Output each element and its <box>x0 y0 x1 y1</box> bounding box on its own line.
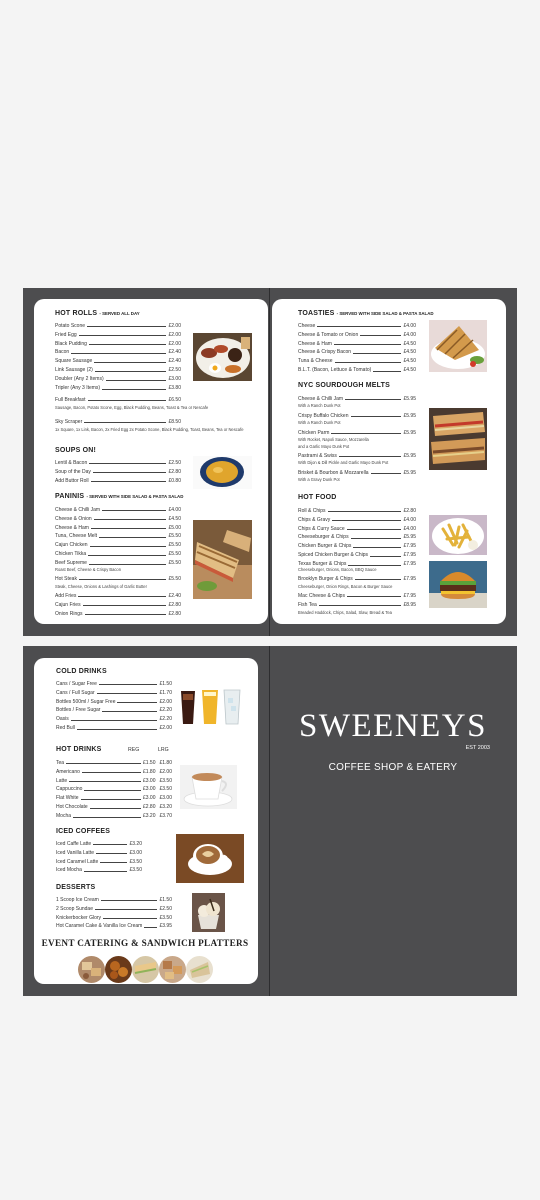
beef-supreme-note: Roast Beef, Cheese & Crispy Bacon <box>55 567 121 572</box>
menu-item-name: Beef Supreme <box>55 560 87 567</box>
menu-item-name: Red Bull <box>56 725 75 732</box>
burger-photo <box>429 561 487 608</box>
menu-item-nyc-parm: Chicken Parm £5.95 <box>298 429 416 436</box>
menu-item-name: Onion Rings <box>55 610 83 617</box>
menu-item-name: Add Buttor Roll <box>55 477 89 484</box>
menu-item-price: £7.95 <box>403 543 416 550</box>
menu-item-hot-roll <box>55 320 181 329</box>
menu-item-price: £3.00 <box>168 376 181 383</box>
sky-scraper-note: 1x Square, 1x Link, Bacon, 2x Fried Egg 2x Potato Scone, Black Pudding, Toast, Beans, Tea or Nescafe <box>55 427 244 432</box>
platter-photo-2 <box>105 956 132 983</box>
menu-item-name: Lentil & Bacon <box>55 459 88 466</box>
menu-item-price-lrg: £3.70 <box>159 813 172 820</box>
menu-item-iced-coffee <box>56 847 142 856</box>
paninis-title: PANINIS - SERVED WITH SIDE SALAD & PASTA SALAD <box>55 493 184 500</box>
menu-item-price: £4.00 <box>403 516 416 523</box>
menu-item-name: Iced Vanilla Latte <box>56 849 94 856</box>
menu-item-cold-drink <box>56 723 172 732</box>
menu-item-name: Cheese & Crispy Bacon <box>298 349 352 356</box>
sourdough-melt-photo <box>429 408 487 470</box>
breakfast-photo <box>193 333 252 381</box>
menu-item-panini <box>55 540 181 549</box>
menu-item-name: Bacon <box>55 349 70 356</box>
menu-item-price: £5.00 <box>168 524 181 531</box>
menu-item-sky-scraper: Sky Scraper £8.50 <box>55 418 181 425</box>
brand-logo: SWEENEYS <box>299 708 487 744</box>
menu-item-toastie <box>298 320 416 329</box>
menu-item-price: £2.80 <box>403 507 416 514</box>
menu-item-name: Cans / Sugar Free <box>56 680 97 687</box>
iced-coffees-title: ICED COFFEES <box>56 828 111 835</box>
menu-item-price: £5.95 <box>403 534 416 541</box>
menu-item-price: £4.00 <box>403 331 416 338</box>
menu-item-name: Flat White <box>56 795 79 802</box>
menu-item-soup <box>55 475 181 484</box>
menu-item-price-lrg: £3.50 <box>159 786 172 793</box>
menu-item-name: Black Pudding <box>55 340 87 347</box>
brooklyn-note: Cheeseburger, Onion Rings, Bacon & Burger Sauce <box>298 584 393 589</box>
menu-item-name: Add Fries <box>55 592 77 599</box>
menu-item-price: £1.50 <box>159 680 172 687</box>
menu-item-hot-food <box>298 514 416 523</box>
menu-item-price: £1.70 <box>159 689 172 696</box>
panini-photo <box>193 520 252 599</box>
menu-item-fish-tea: Fish Tea £8.95 <box>298 601 416 608</box>
nyc-item5-note: With a Gravy Dunk Pot <box>298 477 340 482</box>
menu-item-name: Chips & Gravy <box>298 516 331 523</box>
menu-item-cold-drink <box>56 687 172 696</box>
menu-item-name: Tripler (Any 3 Items) <box>55 385 101 392</box>
hot-food-title: HOT FOOD <box>298 494 337 501</box>
menu-item-name: Cans / Full Sugar <box>56 689 95 696</box>
menu-item-price: £2.40 <box>168 592 181 599</box>
menu-item-panini-extra <box>55 599 181 608</box>
menu-item-name: Spiced Chicken Burger & Chips <box>298 552 369 559</box>
menu-item-hot-drink <box>56 766 172 775</box>
menu-item-dessert <box>56 912 172 921</box>
menu-item-price: £2.20 <box>159 707 172 714</box>
menu-item-nyc-pastrami: Pastrami & Swiss £5.95 <box>298 452 416 459</box>
hot-drink-photo <box>180 765 237 809</box>
menu-item-name: Chips & Curry Sauce <box>298 525 345 532</box>
menu-item-hot-drink <box>56 810 172 819</box>
menu-item-panini <box>55 531 181 540</box>
brand-established: EST 2003 <box>465 745 490 751</box>
menu-item-soup <box>55 466 181 475</box>
menu-item-hot-roll <box>55 347 181 356</box>
menu-item-price: £0.80 <box>168 477 181 484</box>
menu-item-hot-food <box>298 550 416 559</box>
menu-item-hot-drink <box>56 775 172 784</box>
desserts-title: DESSERTS <box>56 884 96 891</box>
menu-item-price: £4.00 <box>403 525 416 532</box>
menu-item-name: Fried Egg <box>55 331 77 338</box>
menu-item-name: Chicken Tikka <box>55 551 87 558</box>
menu-item-name: Soup of the Day <box>55 468 91 475</box>
menu-item-name: Cheese & Onion <box>55 515 92 522</box>
menu-item-price: £5.50 <box>168 542 181 549</box>
menu-item-price-reg: £3.20 <box>142 813 156 820</box>
menu-item-name: B.L.T. (Bacon, Lettuce & Tomato) <box>298 367 372 374</box>
menu-item-name: Tuna & Cheese <box>298 358 333 365</box>
nyc-item1-note: With a Ranch Dunk Pot <box>298 403 341 408</box>
menu-item-price: £2.00 <box>159 698 172 705</box>
platter-photo-5 <box>186 956 213 983</box>
hot-steak-note: Steak, Cheese, Onions & Lashings of Garlic Butter <box>55 584 147 589</box>
menu-item-price: £4.50 <box>403 349 416 356</box>
menu-item-name: 2 Scoop Sundae <box>56 905 93 912</box>
menu-item-name: Bottles / Free Sugar <box>56 707 101 714</box>
menu-item-name: Americano <box>56 768 80 775</box>
menu-item-price-reg: £1.50 <box>142 759 156 766</box>
menu-item-price: £2.80 <box>168 601 181 608</box>
menu-item-hot-roll <box>55 356 181 365</box>
menu-item-name: Doubler (Any 2 Items) <box>55 376 104 383</box>
ice-cream-photo <box>192 893 225 932</box>
menu-item-price-lrg: £3.20 <box>159 804 172 811</box>
menu-item-price: £4.50 <box>168 515 181 522</box>
menu-item-price: £7.95 <box>403 552 416 559</box>
menu-item-name: Cheese & Chilli Jam <box>55 506 101 513</box>
menu-item-price: £2.00 <box>159 725 172 732</box>
menu-item-name: Chicken Burger & Chips <box>298 543 352 550</box>
menu-item-name: Iced Mocha <box>56 867 82 874</box>
nyc-title: NYC SOURDOUGH MELTS <box>298 382 390 389</box>
menu-item-name: Cappuccino <box>56 786 83 793</box>
toastie-photo <box>429 320 487 372</box>
menu-item-price: £2.40 <box>168 349 181 356</box>
platter-photo-1 <box>78 956 105 983</box>
menu-item-iced-coffee <box>56 865 142 874</box>
menu-item-name: Oasis <box>56 716 69 723</box>
menu-item-soup <box>55 457 181 466</box>
menu-item-price: £5.50 <box>168 560 181 567</box>
menu-item-hot-food <box>298 558 416 567</box>
menu-item-price: £4.50 <box>403 340 416 347</box>
nyc-item4-note: With Dijon & Dill Pickle and Garlic Mayo Dunk Pot <box>298 460 389 465</box>
menu-item-price-lrg: £3.50 <box>159 777 172 784</box>
menu-item-panini-extra <box>55 608 181 617</box>
menu-item-iced-coffee <box>56 856 142 865</box>
menu-item-hot-food <box>298 505 416 514</box>
menu-item-price: £2.50 <box>168 459 181 466</box>
menu-spine <box>269 646 270 996</box>
menu-item-brooklyn: Brooklyn Burger & Chips £7.95 <box>298 575 416 582</box>
menu-item-price-lrg: £1.80 <box>159 759 172 766</box>
menu-item-price: £2.80 <box>168 610 181 617</box>
menu-item-name: Iced Caramel Latte <box>56 858 99 865</box>
menu-item-hot-roll <box>55 373 181 382</box>
menu-item-hot-food <box>298 523 416 532</box>
fish-tea-note: Breaded Haddock, Chips, Salad, Slaw, Bread & Tea <box>298 610 392 615</box>
menu-item-price: £3.00 <box>129 849 142 856</box>
menu-item-hot-roll <box>55 338 181 347</box>
menu-item-cold-drink <box>56 696 172 705</box>
menu-item-hot-roll <box>55 365 181 374</box>
menu-item-price: £1.50 <box>159 896 172 903</box>
menu-item-panini <box>55 522 181 531</box>
catering-banner: EVENT CATERING & SANDWICH PLATTERS <box>41 938 249 948</box>
menu-item-toastie <box>298 338 416 347</box>
menu-item-price: £2.00 <box>168 340 181 347</box>
menu-item-panini <box>55 504 181 513</box>
toasties-title: TOASTIES - SERVED WITH SIDE SALAD & PASTA SALAD <box>298 310 434 317</box>
menu-item-hot-roll <box>55 329 181 338</box>
cold-drinks-title: COLD DRINKS <box>56 668 107 675</box>
menu-item-price-reg: £3.00 <box>142 777 156 784</box>
menu-item-price: £3.20 <box>129 840 142 847</box>
menu-item-full-breakfast: Full Breakfast £6.50 <box>55 396 181 403</box>
menu-item-name: Texas Burger & Chips <box>298 561 347 568</box>
menu-item-hot-drink <box>56 793 172 802</box>
menu-item-nyc-cheese-chilli: Cheese & Chilli Jam £5.95 <box>298 395 416 402</box>
menu-item-toastie <box>298 365 416 374</box>
brand-tagline: COFFEE SHOP & EATERY <box>328 762 458 773</box>
menu-item-name: Potato Scone <box>55 322 86 329</box>
menu-item-name: Square Sausage <box>55 358 93 365</box>
menu-item-name: Tuna, Cheese Melt <box>55 533 98 540</box>
menu-item-price: £5.50 <box>168 551 181 558</box>
menu-item-price: £2.20 <box>159 716 172 723</box>
menu-item-panini-extra <box>55 590 181 599</box>
menu-item-price: £5.50 <box>168 533 181 540</box>
menu-item-name: Hot Chocolate <box>56 804 88 811</box>
menu-item-price: £2.80 <box>168 468 181 475</box>
cold-drinks-photo <box>178 686 243 726</box>
menu-item-toastie <box>298 329 416 338</box>
menu-item-name: Roll & Chips <box>298 507 326 514</box>
menu-item-panini <box>55 513 181 522</box>
menu-item-price: £4.50 <box>403 358 416 365</box>
menu-item-price: £3.80 <box>168 385 181 392</box>
menu-item-toastie <box>298 356 416 365</box>
menu-item-mac-cheese: Mac Cheese & Chips £7.95 <box>298 592 416 599</box>
menu-item-name: Latte <box>56 777 68 784</box>
menu-item-hot-roll <box>55 382 181 391</box>
menu-item-price: £3.50 <box>129 858 142 865</box>
menu-item-name: Cajun Fries <box>55 601 81 608</box>
menu-item-cold-drink <box>56 678 172 687</box>
menu-item-price: £3.50 <box>159 914 172 921</box>
menu-item-name: Cheese & Tomato or Onion <box>298 331 359 338</box>
menu-item-price-reg: £1.80 <box>142 768 156 775</box>
menu-item-dessert <box>56 921 172 930</box>
menu-item-name: Cajun Chicken <box>55 542 88 549</box>
menu-item-panini <box>55 549 181 558</box>
menu-item-name: Hot Caramel Cake & Vanilla Ice Cream <box>56 923 143 930</box>
nyc-item3-note2: and a Garlic Mayo Dunk Pot <box>298 444 350 449</box>
menu-item-name: Bottles 500ml / Sugar Free <box>56 698 116 705</box>
hot-drinks-col-reg: REG <box>128 747 140 753</box>
menu-item-price-reg: £2.80 <box>142 804 156 811</box>
menu-item-price: £7.95 <box>403 561 416 568</box>
menu-item-name: 1 Scoop Ice Cream <box>56 896 99 903</box>
menu-item-price-lrg: £3.00 <box>159 795 172 802</box>
menu-item-hot-steak: Hot Steak £5.50 <box>55 575 181 582</box>
menu-item-hot-food <box>298 541 416 550</box>
menu-item-nyc-brisket: Brisket & Bourbon & Mozzarella £5.95 <box>298 469 416 476</box>
nyc-item3-note1: With Rocket, Napoli Sauce, Mozzarella <box>298 437 369 442</box>
menu-item-cold-drink <box>56 714 172 723</box>
chips-photo <box>429 515 487 555</box>
menu-item-price: £3.50 <box>129 867 142 874</box>
menu-item-name: Cheese & Ham <box>298 340 332 347</box>
menu-item-price: £2.00 <box>168 322 181 329</box>
menu-item-price: £2.50 <box>159 905 172 912</box>
menu-item-name: Knickerbocker Glory <box>56 914 102 921</box>
soup-photo <box>193 456 252 489</box>
menu-item-name: Cheese <box>298 322 316 329</box>
menu-item-price: £4.50 <box>403 367 416 374</box>
menu-item-price-reg: £3.00 <box>142 786 156 793</box>
hot-drinks-title: HOT DRINKS <box>56 746 102 753</box>
menu-item-hot-drink <box>56 802 172 811</box>
menu-item-price: £4.00 <box>403 322 416 329</box>
menu-item-name: Cheese & Ham <box>55 524 89 531</box>
nyc-item2-note: With a Ranch Dunk Pot <box>298 420 341 425</box>
coffee-cup-photo <box>176 834 244 883</box>
menu-item-price: £4.00 <box>168 506 181 513</box>
soups-title: SOUPS ON! <box>55 447 97 454</box>
full-breakfast-note: Sausage, Bacon, Potato Scone, Egg, Black Pudding, Beans, Toast & Tea or Nescafe <box>55 405 209 410</box>
menu-item-price: £2.40 <box>168 358 181 365</box>
menu-item-price-lrg: £2.00 <box>159 768 172 775</box>
menu-item-price: £3.95 <box>159 923 172 930</box>
menu-item-hot-food <box>298 532 416 541</box>
menu-item-price: £2.00 <box>168 331 181 338</box>
menu-item-panini <box>55 557 181 566</box>
menu-item-price-reg: £3.00 <box>142 795 156 802</box>
menu-item-hot-drink <box>56 784 172 793</box>
menu-item-iced-coffee <box>56 838 142 847</box>
menu-item-dessert <box>56 894 172 903</box>
menu-item-name: Cheeseburger & Chips <box>298 534 349 541</box>
menu-item-name: Tea <box>56 759 65 766</box>
hot-rolls-title: HOT ROLLS - SERVED ALL DAY <box>55 310 140 317</box>
hot-drinks-col-lrg: LRG <box>158 747 169 753</box>
platter-photo-3 <box>132 956 159 983</box>
menu-spine <box>269 288 270 636</box>
menu-item-name: Mocha <box>56 813 72 820</box>
menu-item-name: Iced Caffe Latte <box>56 840 92 847</box>
menu-item-cold-drink <box>56 705 172 714</box>
menu-item-toastie <box>298 347 416 356</box>
menu-item-nyc-buffalo: Crispy Buffalo Chicken £5.95 <box>298 412 416 419</box>
menu-item-name: Link Sausage (2) <box>55 367 93 374</box>
menu-item-hot-drink <box>56 757 172 766</box>
menu-item-price: £2.50 <box>168 367 181 374</box>
platter-photo-4 <box>159 956 186 983</box>
texas-burger-note: Cheeseburger, Onions, Bacon, BBQ Sauce <box>298 567 377 572</box>
menu-item-dessert <box>56 903 172 912</box>
